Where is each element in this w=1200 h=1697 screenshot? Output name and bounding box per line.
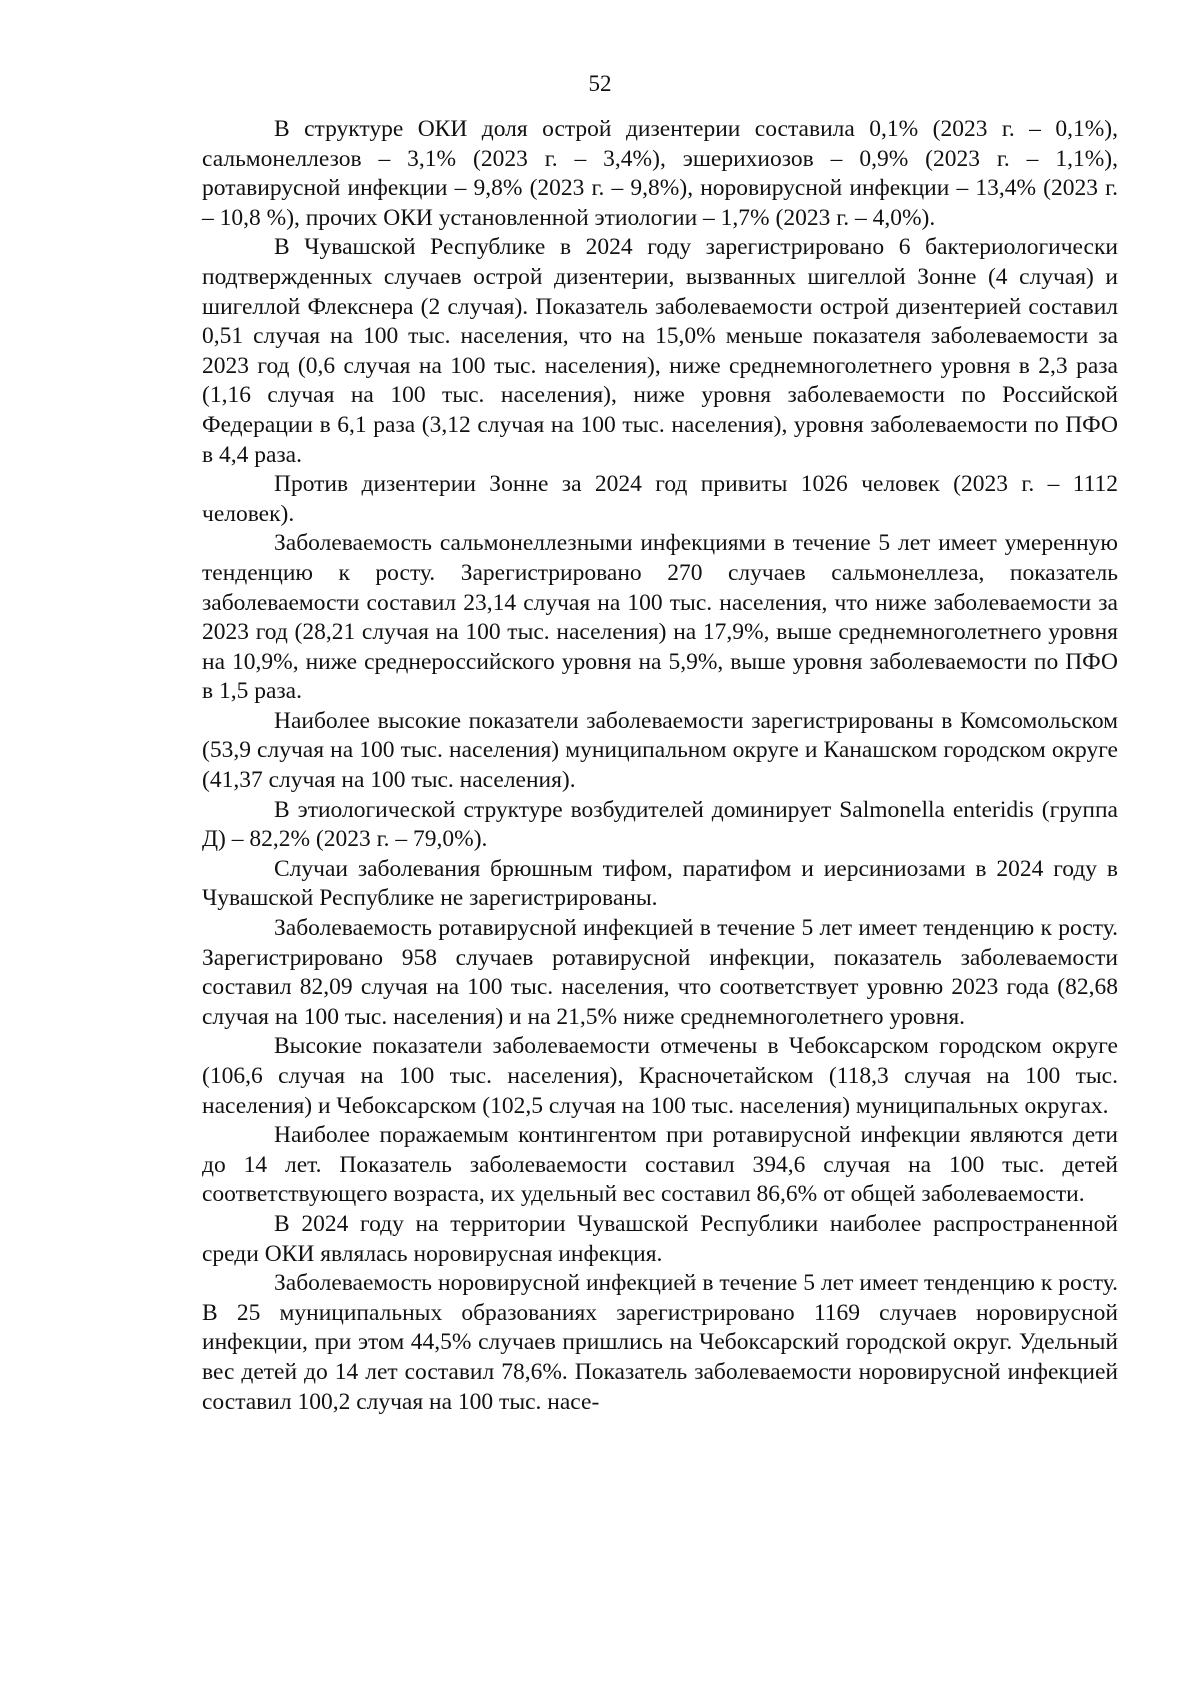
paragraph-etiology: В этиологической структуре возбудителей доминирует Salmonella enteridis (группа Д) – 82,2% (2023 г. – 79,0%). xyxy=(202,796,1118,853)
paragraph-typhoid: Случаи заболевания брюшным тифом, паратифом и иерсиниозами в 2024 году в Чувашской Республике не зарегистрированы. xyxy=(202,855,1118,912)
paragraph-salmonellosis-districts: Наиболее высокие показатели заболеваемости зарегистрированы в Комсомольском (53,9 случая на 100 тыс. населения) муниципальном округе и Канашском городском округе (41,37 случая на 100 тыс. населения). xyxy=(202,707,1118,794)
paragraph-rotavirus-children: Наиболее поражаемым контингентом при ротавирусной инфекции являются дети до 14 лет. Показатель заболеваемости составил 394,6 случая на 100 тыс. детей соответствующего возраста, их удельный вес составил 86,6% от общей заболеваемости. xyxy=(202,1122,1118,1208)
page-number: 52 xyxy=(588,71,612,96)
paragraph-salmonellosis: Заболеваемость сальмонеллезными инфекциями в течение 5 лет имеет умеренную тенденцию к росту. Зарегистрировано 270 случаев сальмонеллеза, показатель заболеваемости составил 23,14 случая на 100 тыс. населения, что ниже заболеваемости за 2023 год (28,21 случая на 100 тыс. населения) на 17,9%, выше среднемноголетнего уровня на 10,9%, ниже среднероссийского уровня на 5,9%, выше уровня заболеваемости по ПФО в 1,5 раза. xyxy=(202,530,1118,705)
paragraph-dysentery: В Чувашской Республике в 2024 году зарегистрировано 6 бактериологически подтвержденных случаев острой дизентерии, вызванных шигеллой Зонне (4 случая) и шигеллой Флекснера (2 случая). Показатель заболеваемости острой дизентерией составил 0,51 случая на 100 тыс. населения, что на 15,0% меньше показателя заболеваемости за 2023 год (0,6 случая на 100 тыс. населения), ниже среднемноголетнего уровня в 2,3 раза (1,16 случая на 100 тыс. населения), ниже уровня заболеваемости по Российской Федерации в 6,1 раза (3,12 случая на 100 тыс. населения), уровня заболеваемости по ПФО в 4,4 раза. xyxy=(202,234,1118,468)
paragraph-norovirus-prevalence: В 2024 году на территории Чувашской Республики наиболее распространенной среди ОКИ являлась норовирусная инфекция. xyxy=(202,1210,1118,1267)
body-text xyxy=(202,115,1118,1417)
paragraph-rotavirus: Заболеваемость ротавирусной инфекцией в течение 5 лет имеет тенденцию к росту. Зарегистрировано 958 случаев ротавирусной инфекции, показатель заболеваемости составил 82,09 случая на 100 тыс. населения, что соответствует уровню 2023 года (82,68 случая на 100 тыс. населения) и на 21,5% ниже среднемноголетнего уровня. xyxy=(202,915,1118,1030)
paragraph-rotavirus-districts: Высокие показатели заболеваемости отмечены в Чебоксарском городском округе (106,6 случая на 100 тыс. населения), Красночетайском (118,3 случая на 100 тыс. населения) и Чебоксарском (102,5 случая на 100 тыс. населения) муниципальных округах. xyxy=(202,1033,1118,1119)
paragraph-oki-structure: В структуре ОКИ доля острой дизентерии составила 0,1% (2023 г. – 0,1%), сальмонеллезов – 3,1% (2023 г. – 3,4%), эшерихиозов – 0,9% (2023 г. – 1,1%), ротавирусной инфекции – 9,8% (2023 г. – 9,8%), норовирусной инфекции – 13,4% (2023 г. – 10,8 %), прочих ОКИ установленной этиологии – 1,7% (2023 г. – 4,0%). xyxy=(202,116,1118,231)
paragraph-vaccination: Против дизентерии Зонне за 2024 год привиты 1026 человек (2023 г. – 1112 человек). xyxy=(202,471,1118,527)
paragraph-norovirus: Заболеваемость норовирусной инфекцией в течение 5 лет имеет тенденцию к росту. В 25 муниципальных образованиях зарегистрировано 1169 случаев норовирусной инфекции, при этом 44,5% случаев пришлись на Чебоксарский городской округ. Удельный вес детей до 14 лет составил 78,6%. Показатель заболеваемости норовирусной инфекцией составил 100,2 случая на 100 тыс. насе- xyxy=(202,1270,1118,1415)
